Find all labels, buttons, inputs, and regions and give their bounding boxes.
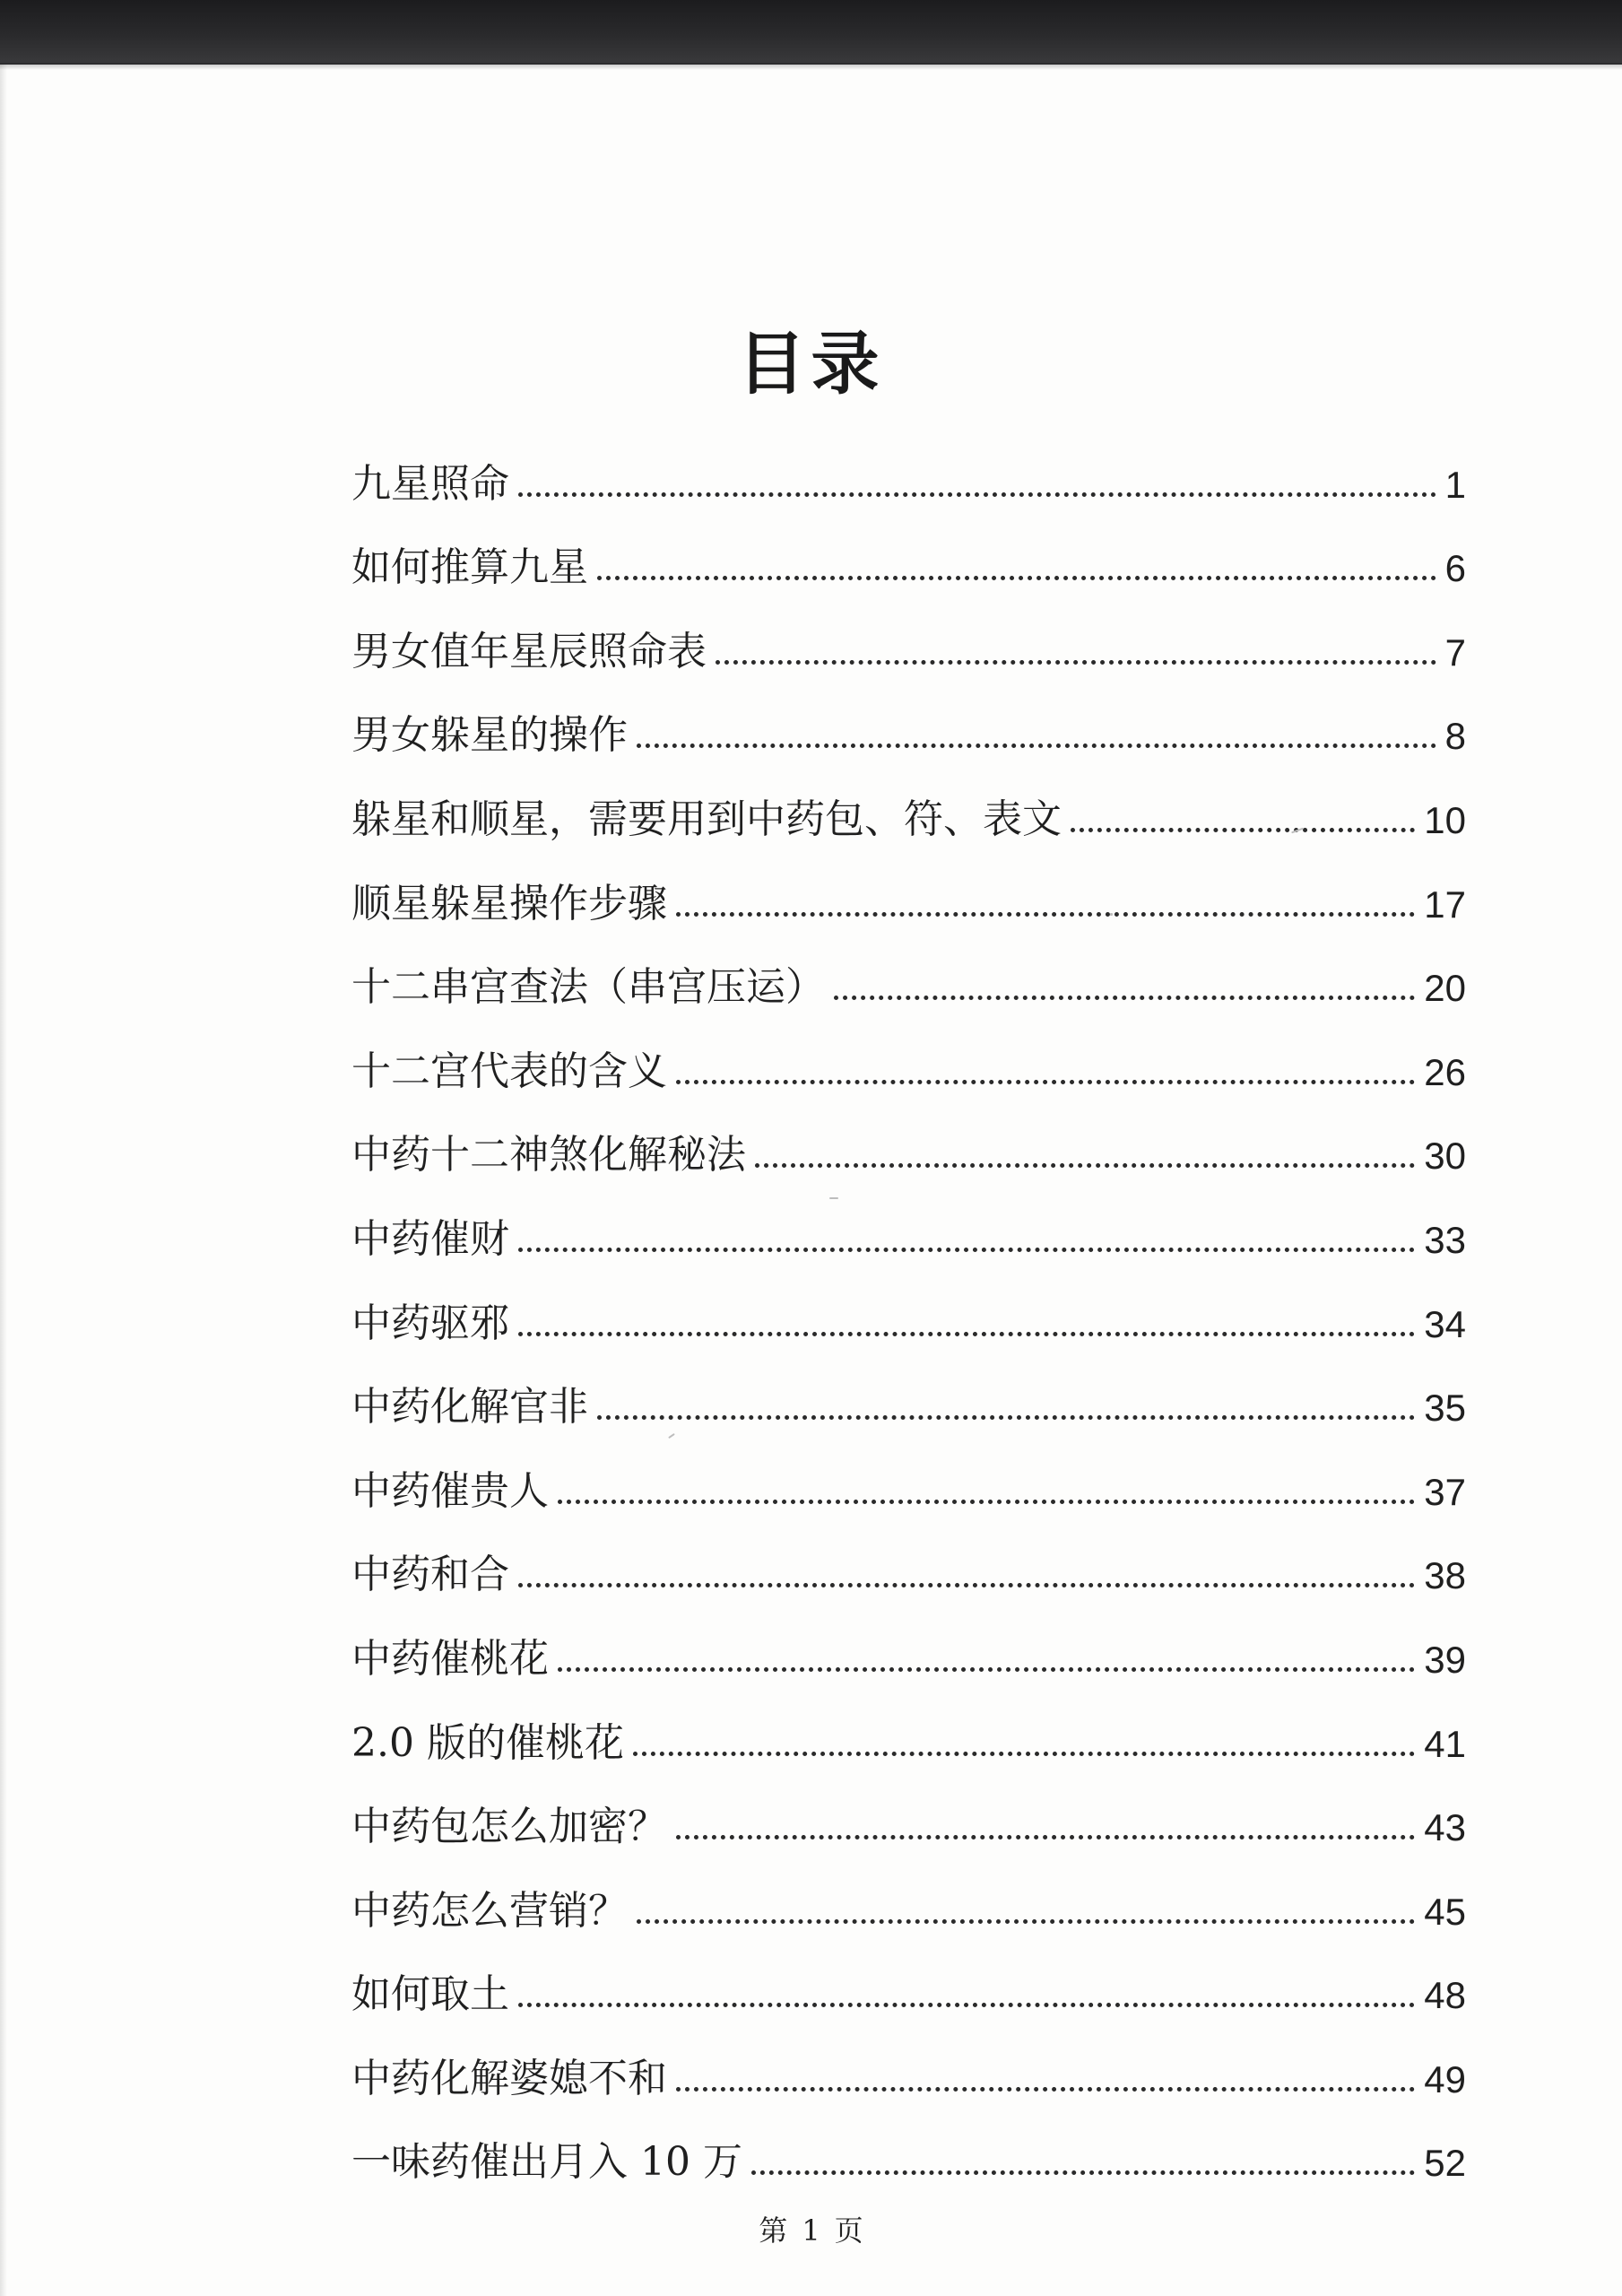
toc-entry	[351, 429, 1466, 513]
toc-entry	[351, 596, 1466, 681]
table-of-contents	[351, 429, 1466, 2191]
toc-dot-leader	[597, 1415, 1415, 1420]
toc-entry-page: 39	[1424, 1638, 1466, 1681]
toc-entry-title: 中药催贵人	[351, 1467, 549, 1514]
toc-dot-leader	[676, 1080, 1415, 1084]
toc-entry	[351, 1688, 1466, 1772]
toc-entry	[351, 1520, 1466, 1605]
footer-prefix: 第	[759, 2213, 788, 2248]
toc-entry	[351, 681, 1466, 765]
toc-entry-page: 17	[1424, 883, 1466, 926]
toc-entry-title: 一味药催出月入 10 万	[351, 2139, 742, 2186]
toc-entry-title: 中药催桃花	[351, 1635, 549, 1682]
toc-entry-page: 45	[1424, 1890, 1466, 1933]
toc-entry-title: 中药化解婆媳不和	[351, 2055, 667, 2101]
toc-dot-leader	[637, 1919, 1415, 1924]
toc-entry-title: 如何取土	[351, 1971, 509, 2018]
toc-entry-title: 中药催财	[351, 1215, 509, 1262]
toc-entry-page: 34	[1424, 1302, 1466, 1345]
footer-page-number: 1	[802, 2213, 820, 2248]
scan-edge-shadow	[0, 0, 1622, 65]
toc-entry-title: 中药驱邪	[351, 1300, 509, 1346]
toc-entry	[351, 848, 1466, 933]
toc-entry	[351, 1436, 1466, 1520]
toc-entry-title: 2.0 版的催桃花	[351, 1719, 624, 1766]
toc-entry-title: 十二串宫查法（串宫压运）	[351, 964, 825, 1011]
toc-entry-page: 6	[1444, 547, 1466, 590]
page-title: 目录	[737, 324, 885, 404]
toc-entry-title: 男女值年星辰照命表	[351, 628, 707, 674]
toc-dot-leader	[518, 1583, 1415, 1587]
toc-entry	[351, 2108, 1466, 2192]
toc-dot-leader	[834, 996, 1415, 1000]
toc-entry-page: 1	[1444, 463, 1466, 506]
toc-entry-page: 26	[1424, 1050, 1466, 1093]
toc-dot-leader	[518, 492, 1436, 497]
toc-dot-leader	[518, 1248, 1415, 1252]
toc-entry-page: 20	[1424, 967, 1466, 1010]
toc-entry-title: 中药化解官非	[351, 1384, 588, 1431]
toc-entry	[351, 1100, 1466, 1185]
toc-entry-page: 7	[1444, 631, 1466, 674]
toc-entry-page: 30	[1424, 1135, 1466, 1178]
toc-entry-title: 中药怎么营销？	[351, 1887, 628, 1934]
toc-dot-leader	[558, 1667, 1415, 1672]
toc-entry-page: 33	[1424, 1218, 1466, 1261]
toc-entry-page: 8	[1444, 715, 1466, 758]
toc-entry-page: 52	[1424, 2142, 1466, 2185]
toc-dot-leader	[751, 2170, 1415, 2175]
toc-entry-title: 九星照命	[351, 460, 509, 507]
toc-entry-page: 37	[1424, 1470, 1466, 1513]
toc-dot-leader	[558, 1500, 1415, 1504]
toc-entry-title: 中药和合	[351, 1552, 509, 1598]
toc-entry-title: 中药十二神煞化解秘法	[351, 1132, 746, 1178]
toc-dot-leader	[637, 744, 1436, 748]
toc-entry-page: 38	[1424, 1554, 1466, 1597]
toc-dot-leader	[676, 912, 1415, 917]
toc-entry-title: 如何推算九星	[351, 544, 588, 591]
footer-suffix: 页	[834, 2213, 863, 2248]
toc-dot-leader	[518, 1332, 1415, 1336]
toc-entry	[351, 513, 1466, 597]
toc-entry	[351, 1604, 1466, 1688]
toc-dot-leader	[633, 1752, 1415, 1756]
toc-entry	[351, 1352, 1466, 1437]
toc-entry-page: 49	[1424, 2057, 1466, 2100]
toc-entry	[351, 1016, 1466, 1100]
toc-dot-leader	[676, 1835, 1415, 1839]
toc-dot-leader	[518, 2003, 1415, 2007]
toc-entry	[351, 2023, 1466, 2108]
toc-entry-page: 35	[1424, 1387, 1466, 1430]
toc-entry-title: 顺星躲星操作步骤	[351, 880, 667, 926]
toc-entry-page: 48	[1424, 1974, 1466, 2017]
toc-entry	[351, 933, 1466, 1017]
toc-entry-title: 男女躲星的操作	[351, 712, 628, 759]
toc-entry-title: 躲星和顺星，需要用到中药包、符、表文	[351, 796, 1062, 842]
toc-entry-page: 41	[1424, 1722, 1466, 1765]
toc-dot-leader	[597, 576, 1436, 580]
toc-entry	[351, 764, 1466, 848]
toc-dot-leader	[716, 660, 1436, 665]
toc-dot-leader	[676, 2087, 1415, 2092]
toc-entry-page: 43	[1424, 1806, 1466, 1849]
toc-entry	[351, 1268, 1466, 1352]
page-footer	[0, 2208, 1622, 2249]
toc-dot-leader	[1071, 828, 1415, 832]
toc-entry	[351, 1184, 1466, 1268]
scan-speck	[829, 1197, 838, 1199]
toc-dot-leader	[755, 1163, 1415, 1168]
toc-entry	[351, 1772, 1466, 1857]
toc-entry-title: 中药包怎么加密？	[351, 1804, 667, 1850]
toc-entry	[351, 1940, 1466, 2024]
toc-entry	[351, 1856, 1466, 1940]
toc-entry-page: 10	[1424, 798, 1466, 841]
toc-entry-title: 十二宫代表的含义	[351, 1048, 667, 1094]
scan-speck	[1110, 913, 1113, 916]
